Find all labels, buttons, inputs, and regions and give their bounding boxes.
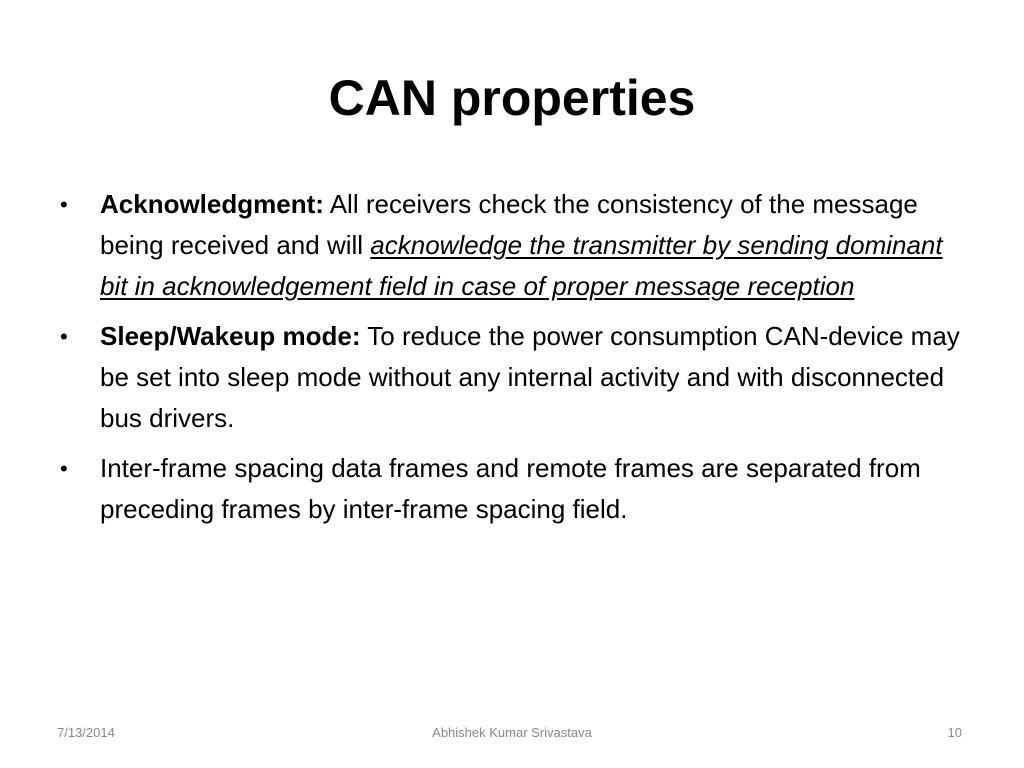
bullet-icon: •	[60, 324, 68, 349]
footer-page-number: 10	[947, 725, 962, 740]
bullet-emphasis: acknowledge the transmitter by sending dominant bit in acknowledgement field in case of proper message reception	[100, 230, 943, 301]
bullet-item-sleep-wakeup	[56, 316, 966, 439]
bullet-list	[56, 184, 966, 539]
bullet-text: Inter-frame spacing data frames and remote frames are separated from preceding frames by inter-frame spacing field.	[100, 453, 921, 524]
bullet-term: Sleep/Wakeup mode:	[100, 321, 361, 351]
footer-date: 7/13/2014	[57, 725, 115, 740]
footer-author: Abhishek Kumar Srivastava	[432, 725, 592, 740]
bullet-icon: •	[60, 192, 68, 217]
bullet-icon: •	[60, 456, 68, 481]
bullet-item-inter-frame-spacing	[56, 448, 966, 530]
bullet-text: To reduce the power consumption CAN-device may be set into sleep mode without any internal activity and with disconnected bus drivers.	[100, 321, 960, 433]
bullet-text: All receivers check the consistency of the message being received and will	[100, 189, 918, 260]
bullet-item-acknowledgment	[56, 184, 966, 307]
bullet-term: Acknowledgment:	[100, 189, 324, 219]
slide-title: CAN properties	[328, 70, 696, 126]
